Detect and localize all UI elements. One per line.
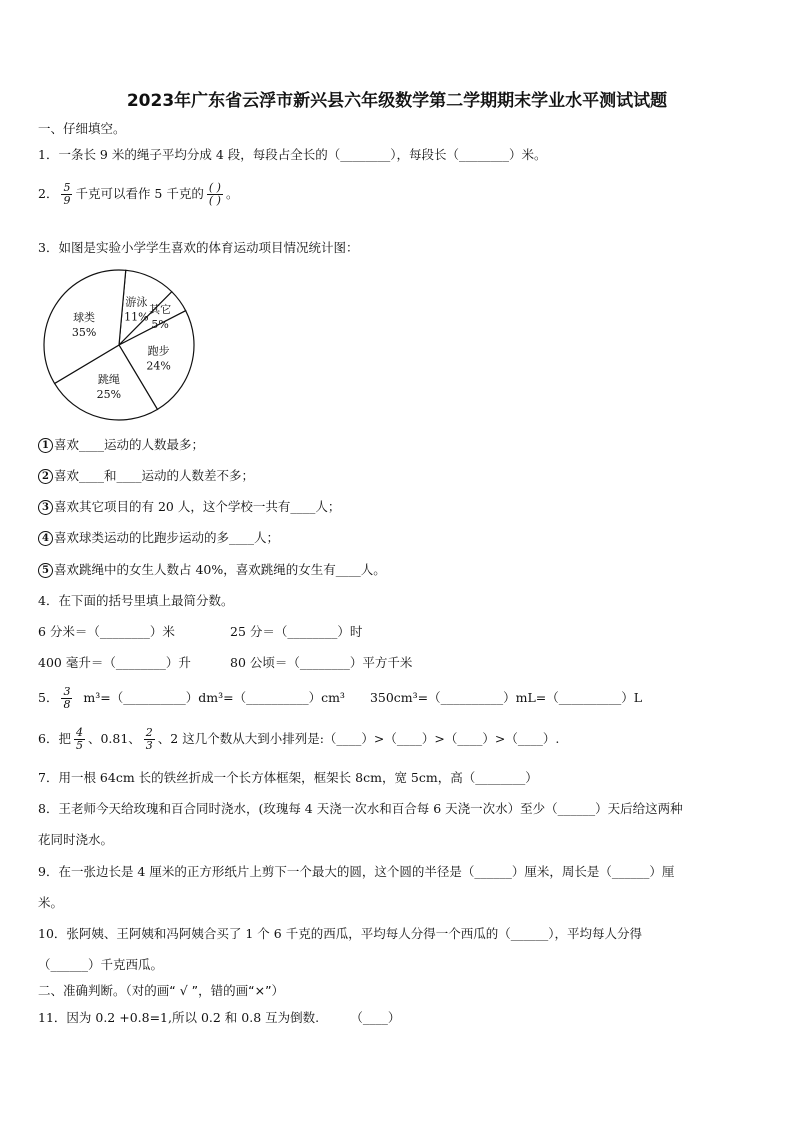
sub-question-text: 喜欢跳绳中的女生人数占 40%，喜欢跳绳的女生有____人。 [54,562,386,577]
sub-question-5 [38,562,386,578]
question-4a: 6 分米＝（________）米 [38,624,175,639]
q6-prefix: 6．把 [38,731,71,746]
question-8-line-1: 8．王老师今天给玫瑰和百合同时浇水，(玫瑰每 4 天浇一次水和百合每 6 天浇一次水）至少（______）天后给这两种 [38,801,683,816]
pie-label-percent: 11% [124,310,149,324]
q2-frac1-num: 5 [63,181,71,194]
question-9-line-2: 米。 [38,895,64,910]
sub-question-text: 喜欢____和____运动的人数差不多； [54,468,255,483]
circle-number: 2 [38,469,53,484]
sub-question-3 [38,499,340,515]
sub-question-1 [38,437,204,453]
pie-label-percent: 25% [96,387,122,401]
pie-label-name: 球类 [73,311,96,325]
q6-fraction-2 [144,727,155,752]
q6-fraction-1 [74,727,85,752]
question-4b: 25 分＝（________）时 [230,624,363,639]
sub-question-2 [38,468,254,484]
pie-label-name: 游泳 [125,295,148,309]
q2-frac2-den: ( ) [208,194,221,207]
q6-f1-num: 4 [75,726,83,739]
q2-middle: 千克可以看作 5 千克的 [75,186,204,201]
question-6 [38,727,559,752]
pie-label-percent: 24% [146,359,171,373]
question-10-line-2: （______）千克西瓜。 [38,957,164,972]
circle-number: 1 [38,438,53,453]
q6-mid: 、0.81、 [87,731,141,746]
question-11: 11．因为 0.2 +0.8=1,所以 0.2 和 0.8 互为倒数. （____） [38,1010,401,1025]
question-7: 7．用一根 64cm 长的铁丝折成一个长方体框架，框架长 8cm，宽 5cm，高（________） [38,770,538,785]
question-4: 4．在下面的括号里填上最简分数。 [38,593,234,608]
section-1-heading: 一、仔细填空。 [38,121,126,136]
q2-fraction-2 [207,182,223,207]
q2-suffix: 。 [225,186,239,201]
q5-fraction [61,686,72,711]
question-3: 3．如图是实验小学学生喜欢的体育运动项目情况统计图： [38,240,359,255]
q5-rest: m³=（__________）dm³=（__________）cm³ 350cm³=（__________）mL=（__________）L [83,690,643,705]
q5-prefix: 5． [38,690,59,705]
pie-label-percent: 35% [71,326,97,340]
q2-fraction-1 [61,182,72,207]
pie-label-name: 其它 [149,302,172,316]
pie-label-percent: 5% [151,317,169,331]
q2-frac1-den: 9 [63,194,71,207]
q6-f1-den: 5 [75,739,83,752]
question-4c: 400 毫升＝（________）升 [38,655,191,670]
sub-question-4 [38,530,279,546]
sub-question-text: 喜欢____运动的人数最多； [54,437,205,452]
q5-frac-den: 8 [63,698,71,711]
q6-rest: 、2 这几个数从大到小排列是:（____）>（____）>（____）>（____）. [157,731,560,746]
question-9-line-1: 9．在一张边长是 4 厘米的正方形纸片上剪下一个最大的圆，这个圆的半径是（______）厘米，周长是（______）厘 [38,864,675,879]
question-5 [38,686,642,711]
circle-number: 3 [38,500,53,515]
question-8-line-2: 花同时浇水。 [38,832,114,847]
section-2-heading: 二、准确判断。（对的画“ √ ”，错的画“×”） [38,983,285,998]
pie-chart [36,267,202,423]
pie-label-name: 跑步 [147,344,170,358]
circle-number: 4 [38,531,53,546]
question-4d: 80 公顷＝（________）平方千米 [230,655,413,670]
q5-frac-num: 3 [63,685,71,698]
q2-prefix: 2． [38,186,59,201]
question-2 [38,182,238,207]
question-10-line-1: 10．张阿姨、王阿姨和冯阿姨合买了 1 个 6 千克的西瓜，平均每人分得一个西瓜的（______），平均每人分得 [38,926,642,941]
q2-frac2-num: ( ) [208,181,221,194]
circle-number: 5 [38,563,53,578]
sub-question-text: 喜欢其它项目的有 20 人，这个学校一共有____人； [54,499,341,514]
pie-label-name: 跳绳 [97,372,120,386]
q6-f2-den: 3 [145,739,153,752]
page-title: 2023年广东省云浮市新兴县六年级数学第二学期期末学业水平测试试题 [126,91,668,111]
question-1: 1．一条长 9 米的绳子平均分成 4 段，每段占全长的（________），每段长（________）米。 [38,147,547,162]
sub-question-text: 喜欢球类运动的比跑步运动的多____人； [54,530,280,545]
q6-f2-num: 2 [145,726,153,739]
